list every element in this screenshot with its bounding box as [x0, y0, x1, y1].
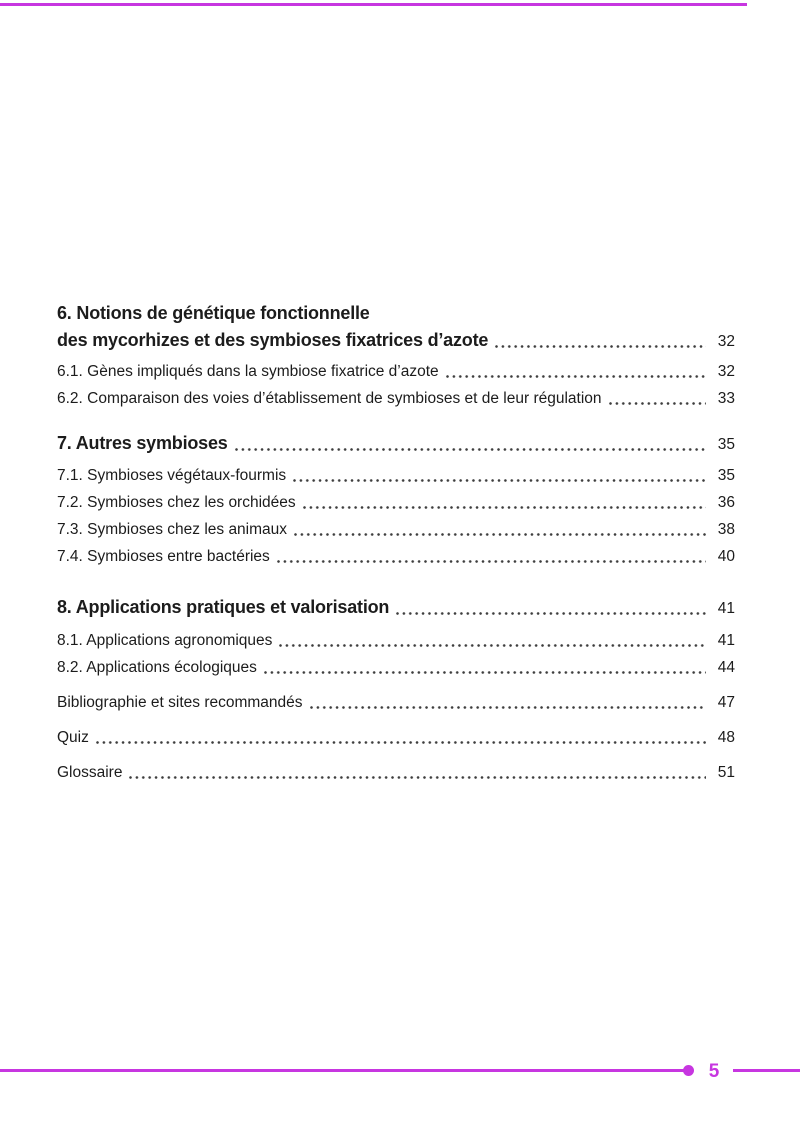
- toc-entry-label: 8.2. Applications écologiques: [57, 659, 257, 676]
- footer-rule-right-segment: [733, 1069, 800, 1072]
- dot-leader: [294, 533, 706, 536]
- page-number: 33: [717, 390, 735, 407]
- toc-entry-label: 7.2. Symbioses chez les orchidées: [57, 494, 296, 511]
- dot-leader: [446, 375, 706, 378]
- dot-leader: [264, 671, 706, 674]
- toc-entry-label: 7. Autres symbioses: [57, 433, 228, 453]
- footer-dot-icon: [683, 1065, 694, 1076]
- dot-leader: [235, 448, 706, 451]
- toc-entry-bibliography: [57, 689, 735, 716]
- dot-leader: [129, 776, 706, 779]
- toc-entry: [57, 543, 735, 570]
- toc-entry: [57, 358, 735, 385]
- toc-entry-label: 6.1. Gènes impliqués dans la symbiose fixatrice d’azote: [57, 363, 439, 380]
- page-number: 38: [717, 521, 735, 538]
- toc-entry: [57, 489, 735, 516]
- page-number: 41: [717, 632, 735, 649]
- toc-entry-label: 6. Notions de génétique fonctionnelle: [57, 303, 370, 323]
- page-number: 40: [717, 548, 735, 565]
- dot-leader: [279, 644, 706, 647]
- footer-rule-left-segment: [0, 1069, 686, 1072]
- toc-entry-label: 8.1. Applications agronomiques: [57, 632, 273, 649]
- dot-leader: [293, 479, 706, 482]
- dot-leader: [310, 706, 706, 709]
- footer-rule: [0, 1061, 800, 1090]
- toc-entry-label: 7.4. Symbioses entre bactéries: [57, 548, 270, 565]
- page-number: 35: [717, 467, 735, 484]
- toc-entry: [57, 654, 735, 681]
- page-number: 51: [717, 764, 735, 781]
- top-accent-rule: [0, 3, 747, 6]
- toc-entry: [57, 627, 735, 654]
- dot-leader: [303, 506, 706, 509]
- page-number: 36: [717, 494, 735, 511]
- toc-entry-label: 6.2. Comparaison des voies d’établissement de symbioses et de leur régulation: [57, 390, 602, 407]
- page-number: 35: [717, 436, 735, 453]
- toc-entry: [57, 462, 735, 489]
- toc-entry: [57, 516, 735, 543]
- dot-leader: [96, 741, 706, 744]
- toc-entry-label: des mycorhizes et des symbioses fixatrices d’azote: [57, 330, 489, 350]
- page-number: 44: [717, 659, 735, 676]
- toc-entry-chapter-8: [57, 594, 735, 622]
- page-number: 41: [717, 600, 735, 617]
- dot-leader: [609, 402, 706, 405]
- toc-entry-label: Glossaire: [57, 764, 123, 781]
- toc-entry-quiz: [57, 724, 735, 751]
- page-number: 48: [717, 729, 735, 746]
- toc-entry-label: 7.1. Symbioses végétaux-fourmis: [57, 467, 287, 484]
- toc-entry-label: Bibliographie et sites recommandés: [57, 694, 303, 711]
- toc-entry-label: 8. Applications pratiques et valorisation: [57, 597, 390, 617]
- table-of-contents: [57, 300, 735, 786]
- page-number: 47: [717, 694, 735, 711]
- dot-leader: [277, 560, 706, 563]
- toc-entry-chapter-6: [57, 300, 735, 355]
- toc-entry-label: 7.3. Symbioses chez les animaux: [57, 521, 288, 538]
- toc-entry: [57, 385, 735, 412]
- toc-entry-glossary: [57, 759, 735, 786]
- page-number: 32: [717, 333, 735, 350]
- toc-entry-label: Quiz: [57, 729, 89, 746]
- footer-page-number: 5: [708, 1061, 720, 1082]
- page-number: 32: [717, 363, 735, 380]
- toc-entry-chapter-7: [57, 430, 735, 458]
- dot-leader: [396, 612, 706, 615]
- dot-leader: [495, 345, 706, 348]
